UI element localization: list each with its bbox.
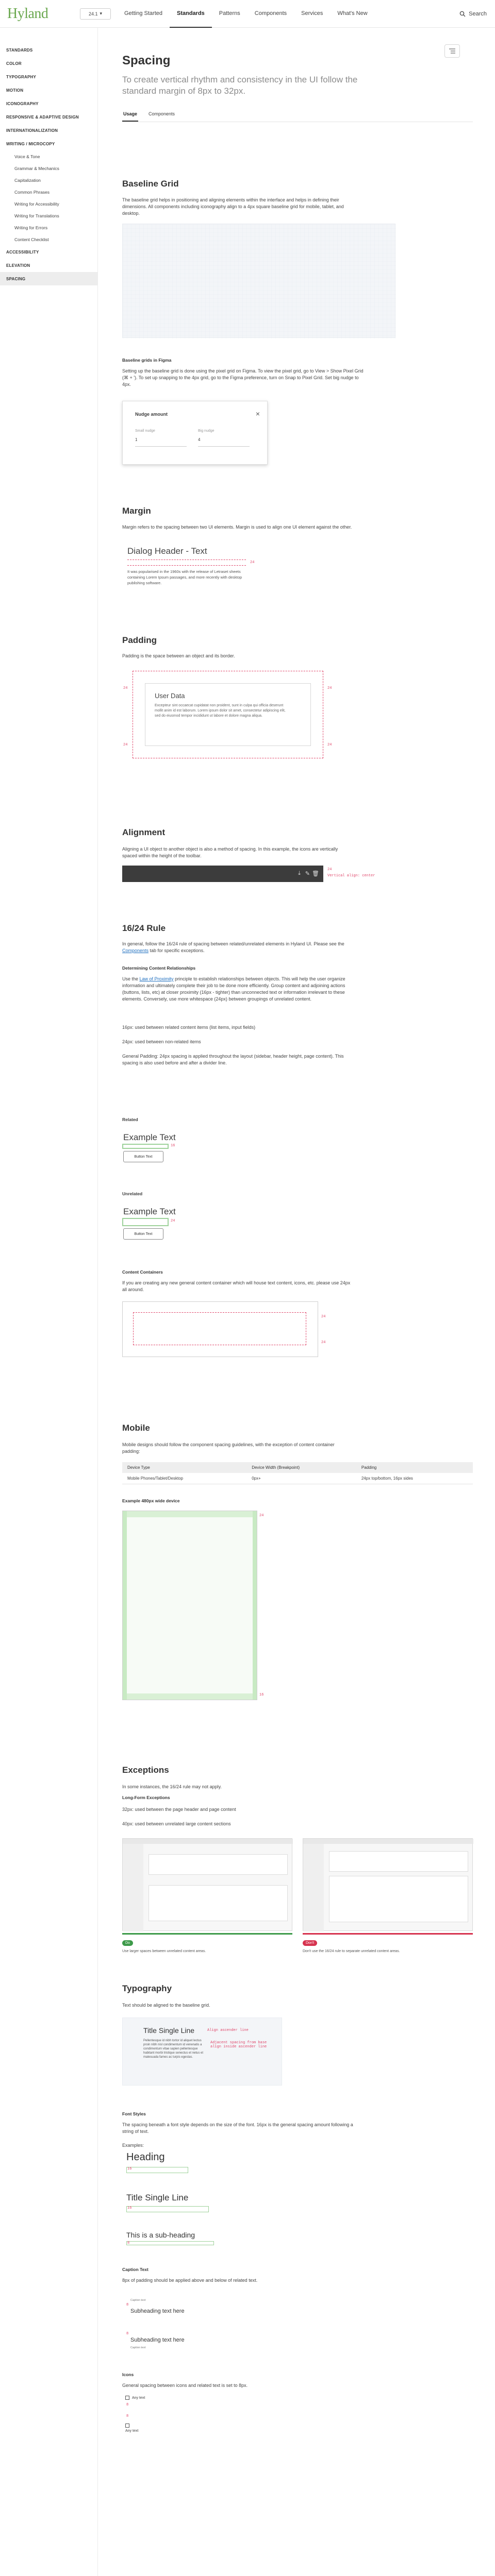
containers-heading: Content Containers: [122, 1269, 163, 1275]
sidebar-item-iconography[interactable]: ICONOGRAPHY: [6, 101, 39, 106]
typo-demo-title: Title Single Line: [143, 2026, 195, 2035]
dont-bar: [303, 1933, 473, 1935]
font-styles-body: The spacing beneath a font style depends on the size of the font. 16px is the general spacing amount following a string of text.: [122, 2122, 353, 2134]
padding-tag-left: 24: [123, 686, 128, 690]
container-tag-top: 24: [321, 1315, 326, 1319]
icon-text-row-1: [125, 2396, 145, 2400]
icons-heading: Icons: [122, 2372, 134, 2377]
typography-grid-demo: [122, 2018, 282, 2086]
px40-note: 40px: used between unrelated large content sections: [122, 1821, 231, 1826]
sidebar-subitem-accessibility-writing[interactable]: Writing for Accessibility: [14, 201, 59, 207]
sidebar-item-writing[interactable]: WRITING / MICROCOPY: [6, 141, 55, 146]
unrelated-example-text: Example Text: [123, 1207, 176, 1216]
typo-demo-note2: Adjacent spacing from base align inside ascender line: [210, 2041, 267, 2049]
px32-note: 32px: used between the page header and page content: [122, 1807, 236, 1812]
do-caption: Use larger spaces between unrelated content areas.: [122, 1950, 206, 1953]
grid-pattern: [123, 224, 396, 338]
example-title-tag: 16: [127, 2206, 132, 2210]
dont-shot-header: [303, 1839, 473, 1844]
dont-caption: Don't use the 16/24 rule to separate unrelated content areas.: [303, 1950, 400, 1953]
related-gap-guide: [122, 1144, 169, 1149]
mobile-bottom-padding: [127, 1693, 253, 1700]
example-subheading-gap: [126, 2241, 214, 2245]
unrelated-tag: 24: [171, 1219, 175, 1223]
mobile-body: Mobile designs should follow the component spacing guidelines, with the exception of content container padding:: [122, 1442, 335, 1454]
table-cell: 0px+: [246, 1473, 356, 1484]
sidebar-item-spacing[interactable]: SPACING: [0, 272, 97, 285]
caption-example-subheading-1: Subheading text here: [130, 2308, 185, 2314]
nav-components[interactable]: Components: [254, 10, 287, 16]
file-icon: [125, 2396, 129, 2400]
sidebar-subitem-translations[interactable]: Writing for Translations: [14, 213, 59, 218]
alignment-tag: 24: [327, 868, 332, 872]
sidebar-subitem-grammar[interactable]: Grammar & Mechanics: [14, 165, 59, 171]
chevron-down-icon: ▾: [100, 11, 103, 16]
margin-heading: Margin: [122, 506, 151, 516]
padding-tag-left-bottom: 24: [123, 743, 128, 747]
caption-tag-1: 8: [126, 2303, 129, 2307]
unrelated-gap-guide: [122, 1218, 169, 1226]
example-heading-tag: 16: [127, 2167, 132, 2171]
caption-example-small-2: Caption text: [130, 2346, 146, 2349]
nav-services[interactable]: Services: [301, 10, 323, 16]
search-label: Search: [469, 10, 487, 17]
example-subheading-tag: 8: [127, 2241, 130, 2245]
padding-body: Padding is the space between an object and its border.: [122, 653, 235, 658]
figma-heading: Baseline grids in Figma: [122, 358, 172, 363]
margin-measure: [127, 560, 246, 566]
hyland-logo[interactable]: Hyland: [7, 5, 48, 22]
typo-demo-body: Pellentesque id nibh tortor id aliquet lectus proin nibh nisl condimentum id venenatis a condimentum vitae sapien pellentesque habitant morbi tristique senectus et netus et malesuada fames ac turpis egestas.: [143, 2039, 204, 2059]
px16-note: 16px: used between related content items (list items, input fields): [122, 1025, 256, 1030]
margin-body: Margin refers to the spacing between two UI elements. Margin is used to align one UI element against the other.: [122, 524, 352, 530]
dont-screenshot: [303, 1838, 473, 1931]
user-data-card: [145, 683, 311, 746]
related-button[interactable]: Button Text: [123, 1151, 163, 1162]
page-lede: To create vertical rhythm and consistency in the UI follow the standard margin of 8px to 32px.: [122, 75, 358, 96]
table-row: [122, 1473, 473, 1484]
close-icon[interactable]: ×: [255, 410, 260, 418]
sidebar-subitem-common-phrases[interactable]: Common Phrases: [14, 189, 50, 195]
padding-heading: Padding: [122, 635, 157, 645]
page-title: Spacing: [122, 54, 171, 67]
figma-body: Setting up the baseline grid is done using the pixel grid on Figma. To view the pixel grid, go to View > Show Pixel Grid (⌘ + '). To set up snapping to the 4px grid, go to the Figma preference, turn on Snap to Pixel Grid. Set big nudge to 4px.: [122, 368, 364, 387]
sidebar-subitem-voice-tone[interactable]: Voice & Tone: [14, 154, 40, 159]
baseline-body: The baseline grid helps in positioning and aligning elements within the interface and helps in defining their dimensions. All components including iconography align to a 4px square baseline grid for mobile, tablet, and desktop.: [122, 197, 344, 216]
search-icon: [459, 11, 466, 17]
caption-heading: Caption Text: [122, 2267, 148, 2272]
baseline-heading: Baseline Grid: [122, 179, 179, 189]
table-header-padding: Padding: [356, 1462, 473, 1473]
sidebar: [0, 28, 98, 2576]
example-heading-gap: [126, 2167, 188, 2173]
rule-body-post: tab for specific exceptions.: [148, 948, 205, 953]
main-content: [122, 28, 473, 2433]
px24-note: 24px: used between non-related items: [122, 1039, 201, 1044]
unrelated-button[interactable]: Button Text: [123, 1228, 163, 1240]
do-shot-header: [123, 1839, 293, 1844]
mobile-table: [122, 1462, 473, 1484]
typography-body: Text should be aligned to the baseline grid.: [122, 2003, 210, 2008]
tab-components[interactable]: Components: [148, 111, 175, 116]
do-shot-card: [148, 1854, 288, 1875]
nav-whats-new[interactable]: What's New: [337, 10, 368, 16]
sidebar-item-accessibility[interactable]: ACCESSIBILITY: [6, 249, 39, 255]
padding-demo: [122, 666, 339, 764]
typo-demo-note1: Align ascender line: [207, 2028, 249, 2032]
sidebar-subitem-errors[interactable]: Writing for Errors: [14, 225, 48, 230]
table-header-width: Device Width (Breakpoint): [246, 1462, 356, 1473]
long-form-heading: Long-Form Exceptions: [122, 1795, 170, 1800]
mobile-tag-top: 24: [259, 1514, 264, 1518]
baseline-grid-illustration: [122, 224, 395, 338]
sidebar-item-motion[interactable]: MOTION: [6, 88, 24, 93]
sidebar-subitem-capitalization[interactable]: Capitalization: [14, 177, 41, 183]
nudge-small-label: Small nudge: [135, 429, 155, 433]
do-shot-sidebar: [123, 1844, 143, 1931]
mobile-heading: Mobile: [122, 1423, 150, 1433]
nudge-dialog: [122, 401, 268, 465]
nudge-big-input[interactable]: 4: [198, 437, 250, 447]
do-screenshot: [122, 1838, 292, 1931]
sidebar-item-standards[interactable]: STANDARDS: [6, 47, 33, 53]
font-styles-heading: Font Styles: [122, 2111, 146, 2116]
related-tag: 16: [171, 1144, 175, 1148]
icons-body: General spacing between icons and related text is set to 8px.: [122, 2383, 248, 2388]
rule-body-pre: In general, follow the 16/24 rule of spacing between related/unrelated elements in Hyland UI. Please see the: [122, 941, 344, 946]
exceptions-body: In some instances, the 16/24 rule may not apply.: [122, 1784, 222, 1789]
nudge-small-input[interactable]: 1: [135, 437, 187, 447]
exceptions-heading: Exceptions: [122, 1765, 169, 1775]
mobile-example-label: Example 480px wide device: [122, 1498, 180, 1503]
caption-body: 8px of padding should be applied above and below of related text.: [122, 2278, 258, 2283]
example-subheading: This is a sub-heading: [126, 2231, 195, 2239]
example-title: Title Single Line: [126, 2193, 189, 2202]
example-heading: Heading: [126, 2151, 165, 2163]
relationships-body: [122, 976, 359, 1003]
rule-body: [122, 941, 349, 954]
margin-demo: [122, 544, 261, 589]
relationships-body-pre: Use the: [122, 976, 140, 981]
mobile-tag-bottom: 16: [259, 1693, 264, 1697]
padding-tag-right: 24: [327, 686, 332, 690]
caption-tag-2: 8: [126, 2332, 129, 2336]
file-icon: [125, 2424, 129, 2428]
mobile-right-padding: [253, 1511, 257, 1700]
do-badge: Do: [122, 1940, 133, 1946]
table-cell: Mobile Phones/Tablet/Desktop: [122, 1473, 246, 1484]
nav-getting-started[interactable]: Getting Started: [124, 10, 162, 16]
margin-demo-body: It was popularised in the 1960s with the release of Letraset sheets containing Lorem Ipsum passages, and more recently with desktop publishing software.: [127, 569, 242, 585]
user-data-title: User Data: [155, 692, 185, 700]
mobile-left-padding: [123, 1511, 127, 1700]
caption-example-small-1: Caption text: [130, 2299, 146, 2302]
icons-tag-1: 8: [126, 2403, 129, 2407]
search-button[interactable]: [459, 11, 487, 17]
any-text-2: Any text: [125, 2429, 139, 2433]
related-example-text: Example Text: [123, 1132, 176, 1142]
alignment-heading: Alignment: [122, 827, 166, 837]
rule-heading: 16/24 Rule: [122, 923, 166, 933]
mobile-device-frame: [122, 1511, 257, 1700]
law-of-proximity-link[interactable]: Law of Proximity: [139, 976, 174, 981]
nav-patterns[interactable]: Patterns: [219, 10, 240, 16]
sidebar-item-typography[interactable]: TYPOGRAPHY: [6, 74, 37, 79]
margin-tag: 24: [250, 561, 255, 565]
nudge-big-label: Big nudge: [198, 429, 214, 433]
delete-icon[interactable]: 🗑: [312, 871, 319, 877]
table-cell: 24px top/bottom, 16px sides: [356, 1473, 473, 1484]
components-link[interactable]: Components: [122, 948, 149, 953]
sidebar-subitem-checklist[interactable]: Content Checklist: [14, 236, 49, 242]
any-text-1: Any text: [132, 2396, 145, 2400]
version-select[interactable]: [80, 8, 111, 20]
containers-body: If you are creating any new general content container which will house text content, icons, etc. please use 24px all around.: [122, 1280, 351, 1292]
examples-label: Examples:: [122, 2143, 144, 2148]
margin-demo-title: Dialog Header - Text: [127, 546, 207, 556]
dont-shot-sidebar: [303, 1844, 324, 1931]
example-title-gap: [126, 2206, 209, 2212]
alignment-toolbar: [122, 866, 323, 882]
sidebar-item-internationalization[interactable]: INTERNATIONALIZATION: [6, 128, 58, 133]
general-padding-note: General Padding: 24px spacing is applied throughout the layout (sidebar, header height, page content). This spacing is also used before and after a divider line.: [122, 1054, 344, 1065]
dont-badge: Don't: [303, 1940, 317, 1946]
sidebar-item-elevation[interactable]: ELEVATION: [6, 263, 30, 268]
sidebar-item-color[interactable]: COLOR: [6, 61, 22, 66]
download-icon[interactable]: ⤓: [298, 870, 301, 876]
nav-standards[interactable]: Standards: [170, 0, 212, 28]
dont-shot-card: [329, 1851, 468, 1872]
container-tag-bottom: 24: [321, 1341, 326, 1345]
alignment-note: Vertical align: center: [327, 874, 375, 878]
tab-usage[interactable]: Usage: [122, 111, 138, 122]
do-bar: [122, 1933, 292, 1935]
dont-shot-card: [329, 1876, 468, 1922]
icons-tag-2: 8: [126, 2414, 129, 2418]
unrelated-label: Unrelated: [122, 1191, 143, 1196]
relationships-body-post: principle to establish relationships between objects. This will help the user organize information and ultimately complete their job to be done more efficiently. Group content and adjoining actions (buttons, lists, etc) at closer proximity (16px - tighter) than unconnected text or information irrelevant to these elements. Conversely, use more whitespace (24px) between groupings of unrelated content.: [122, 976, 345, 1002]
caption-example-subheading-2: Subheading text here: [130, 2337, 185, 2343]
edit-icon[interactable]: ✎: [305, 871, 310, 877]
table-header-device: Device Type: [122, 1462, 246, 1473]
content-canvas: [122, 28, 473, 2576]
mobile-top-padding: [127, 1511, 253, 1517]
relationships-heading: Determining Content Relationships: [122, 965, 196, 971]
nudge-title: Nudge amount: [135, 412, 168, 417]
alignment-body: Aligning a UI object to another object is also a method of spacing. In this example, the icons are vertically spaced within the height of the toolbar.: [122, 846, 338, 858]
top-nav: [117, 0, 375, 28]
top-bar: [0, 0, 495, 28]
padding-tag-right-bottom: 24: [327, 743, 332, 747]
do-shot-card: [148, 1885, 288, 1921]
user-data-body: Excepteur sint occaecat cupidatat non proident, sunt in culpa qui officia deserunt mollit anim id est laborum. Lorem ipsum dolor sit amet, consectetur adipiscing elit, sed do eiusmod tempor incididunt ut labore et dolore magna aliqua.: [155, 704, 286, 718]
container-demo: [122, 1301, 318, 1357]
container-inner-guide: [133, 1312, 306, 1345]
typography-heading: Typography: [122, 1984, 172, 1993]
related-label: Related: [122, 1117, 138, 1122]
sidebar-item-responsive[interactable]: RESPONSIVE & ADAPTIVE DESIGN: [6, 114, 79, 120]
icon-text-row-2: [125, 2424, 138, 2433]
version-value: 24.1: [88, 11, 98, 16]
